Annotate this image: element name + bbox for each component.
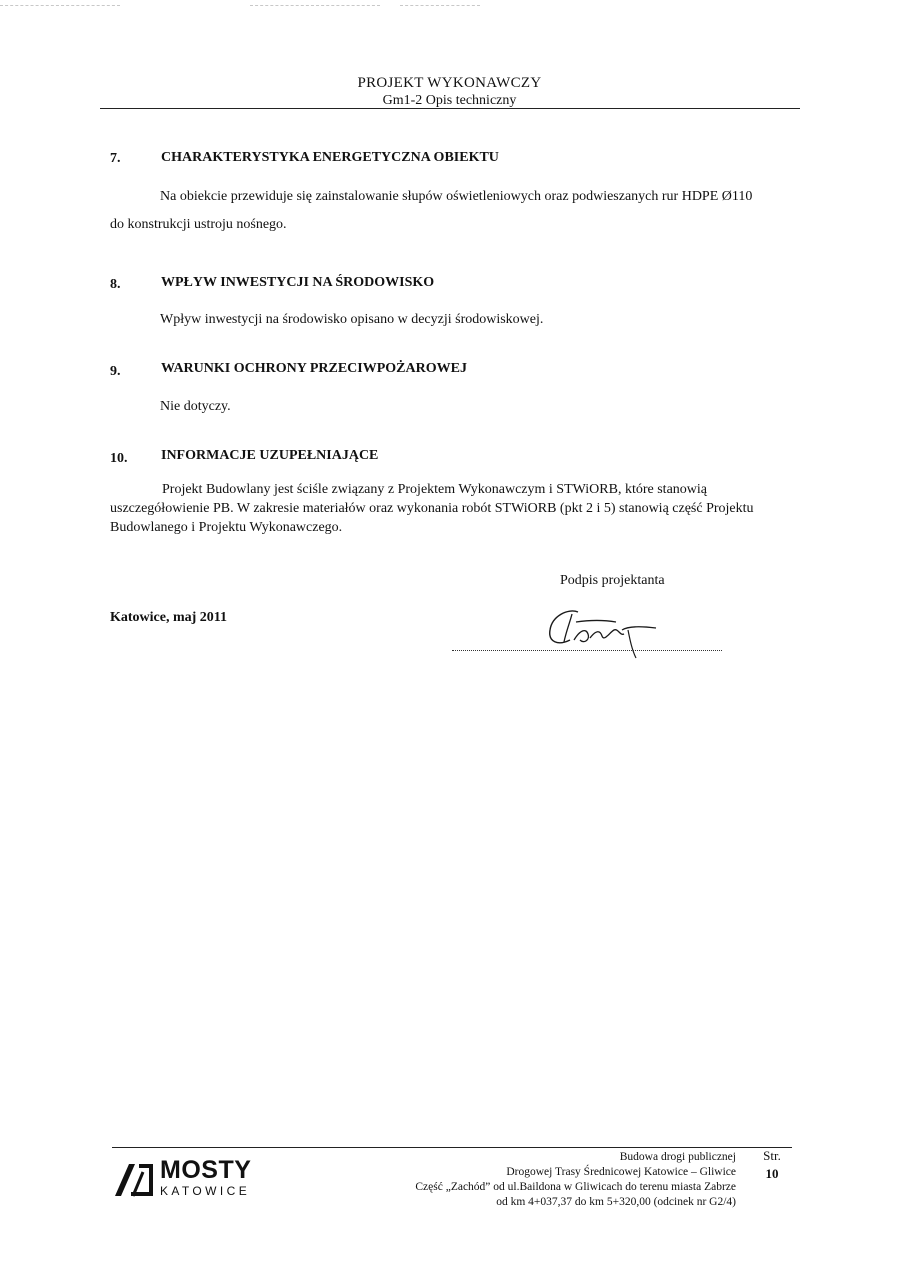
section-7-paragraph-line-1: Na obiekcie przewiduje się zainstalowanie słupów oświetleniowych oraz podwieszanych rur HDPE Ø110 bbox=[160, 189, 753, 204]
section-8-paragraph: Wpływ inwestycji na środowisko opisano w decyzji środowiskowej. bbox=[160, 312, 544, 327]
mosty-logo-icon bbox=[113, 1160, 155, 1198]
logo-city: KATOWICE bbox=[160, 1184, 251, 1198]
scan-artifact-line bbox=[250, 5, 380, 6]
footer-project-description bbox=[370, 1150, 736, 1210]
place-and-date: Katowice, maj 2011 bbox=[110, 610, 228, 625]
section-7-paragraph-line-2: do konstrukcji ustroju nośnego. bbox=[110, 217, 287, 232]
page-number: 10 bbox=[765, 1166, 779, 1181]
section-9-title: WARUNKI OCHRONY PRZECIWPOŻAROWEJ bbox=[161, 361, 467, 376]
section-7-title: CHARAKTERYSTYKA ENERGETYCZNA OBIEKTU bbox=[161, 150, 499, 165]
header-title: PROJEKT WYKONAWCZY bbox=[357, 75, 542, 91]
scan-artifact-line bbox=[400, 5, 480, 6]
section-10-number: 10. bbox=[110, 451, 128, 466]
header-divider bbox=[100, 108, 800, 109]
section-10-title: INFORMACJE UZUPEŁNIAJĄCE bbox=[161, 448, 379, 463]
footer-divider bbox=[112, 1147, 792, 1148]
header-subtitle: Gm1-2 Opis techniczny bbox=[382, 93, 517, 108]
scan-artifact-line bbox=[0, 5, 120, 6]
signature-label: Podpis projektanta bbox=[560, 573, 665, 588]
section-9-number: 9. bbox=[110, 364, 121, 379]
footer-line: Część „Zachód” od ul.Baildona w Gliwicach do terenu miasta Zabrze bbox=[415, 1181, 736, 1193]
section-9-paragraph: Nie dotyczy. bbox=[160, 399, 231, 414]
footer-line: Drogowej Trasy Średnicowej Katowice – Gliwice bbox=[506, 1166, 736, 1178]
logo-name: MOSTY bbox=[160, 1156, 252, 1184]
section-10-paragraph-line-3: Budowlanego i Projektu Wykonawczego. bbox=[110, 520, 343, 535]
section-10-paragraph-line-1: Projekt Budowlany jest ściśle związany z Projektem Wykonawczym i STWiORB, które stanowią bbox=[162, 482, 708, 497]
footer-line: Budowa drogi publicznej bbox=[619, 1151, 736, 1163]
section-8-title: WPŁYW INWESTYCJI NA ŚRODOWISKO bbox=[161, 275, 435, 290]
section-8-number: 8. bbox=[110, 277, 121, 292]
page-label: Str. bbox=[763, 1148, 781, 1163]
footer-line: od km 4+037,37 do km 5+320,00 (odcinek nr G2/4) bbox=[496, 1196, 736, 1208]
section-7-number: 7. bbox=[110, 151, 121, 166]
handwritten-signature bbox=[540, 600, 670, 660]
section-10-paragraph-line-2: uszczegółowienie PB. W zakresie materiałów oraz wykonania robót STWiORB (pkt 2 i 5) stanowią część Projektu bbox=[110, 501, 754, 516]
signature-dotted-line bbox=[452, 650, 722, 651]
